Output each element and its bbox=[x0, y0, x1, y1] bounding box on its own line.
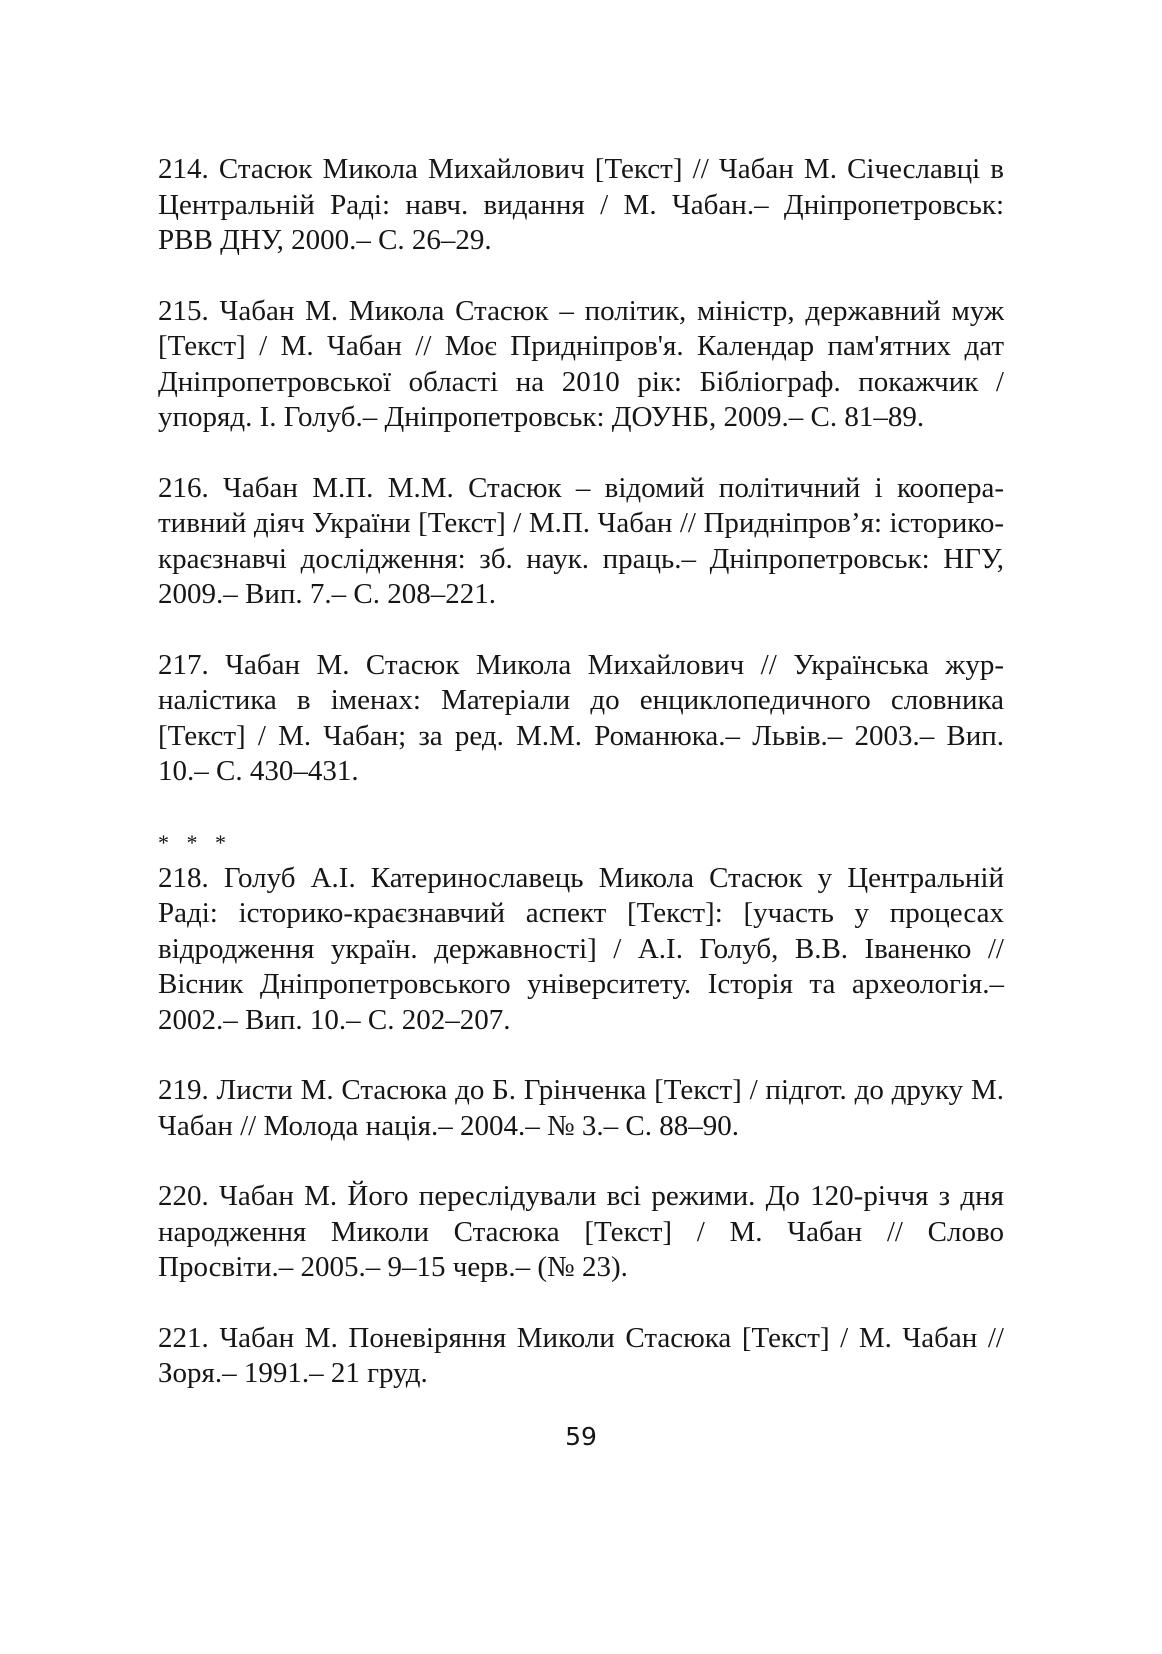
bibliography-entry-215: 215. Чабан М. Микола Стасюк – політик, міністр, державний муж [Текст] / М. Чабан // Моє Придніпров'я. Календар пам'ятних дат Дніпропетровської області на 2010 рік: Бібліограф. покажчик / упоряд. І. Голуб.– Дніпропетровськ: ДОУНБ, 2009.– С. 81–89. bbox=[158, 294, 1004, 433]
page-number: 59 bbox=[565, 1422, 597, 1451]
bibliography-entry-219: 219. Листи М. Стасюка до Б. Грінченка [Текст] / підгот. до друку М. Чабан // Молода нація.– 2004.– № 3.– С. 88–90. bbox=[158, 1074, 1004, 1142]
bibliography-entry-217: 217. Чабан М. Стасюк Микола Михайлович // Українська журналістика в іменах: Матеріали до енциклопедичного словника [Текст] / М. Чабан; за ред. М.М. Романюка.– Львів.– 2003.– Вип. 10.– С. 430–431. bbox=[158, 648, 1004, 787]
bibliography-entry-218: 218. Голуб А.І. Катеринославець Микола Стасюк у Центральній Раді: історико-краєзнавчий аспект [Текст]: [участь у процесах відродження україн. державності] / А.І. Голуб, В.В. Іваненко // Вісник Дніпропетровського університету. Історія та археологія.– 2002.– Вип. 10.– С. 202–207. bbox=[158, 861, 1004, 1036]
section-separator: * * * bbox=[158, 829, 232, 855]
bibliography-content bbox=[158, 152, 1004, 1427]
bibliography-entry-214: 214. Стасюк Микола Михайлович [Текст] // Чабан М. Січеславці в Центральній Раді: навч. видання / М. Чабан.– Дніпропетровськ: РВВ ДНУ, 2000.– С. 26–29. bbox=[158, 153, 1004, 256]
bibliography-entry-220: 220. Чабан М. Його переслідували всі режими. До 120-річчя з дня народження Миколи Стасюка [Текст] / М. Чабан // Слово Просвіти.– 2005.– 9–15 черв.– (№ 23). bbox=[158, 1180, 1004, 1283]
bibliography-entry-221: 221. Чабан М. Поневіряння Миколи Стасюка [Текст] / М. Чабан // Зоря.– 1991.– 21 груд. bbox=[158, 1321, 1004, 1389]
bibliography-entry-216: 216. Чабан М.П. М.М. Стасюк – відомий політичний і кооперативний діяч України [Текст] / М.П. Чабан // Придніпров’я: історико-краєзнавчі дослідження: зб. наук. праць.– Дніпропетровськ: НГУ, 2009.– Вип. 7.– С. 208–221. bbox=[158, 471, 1004, 610]
